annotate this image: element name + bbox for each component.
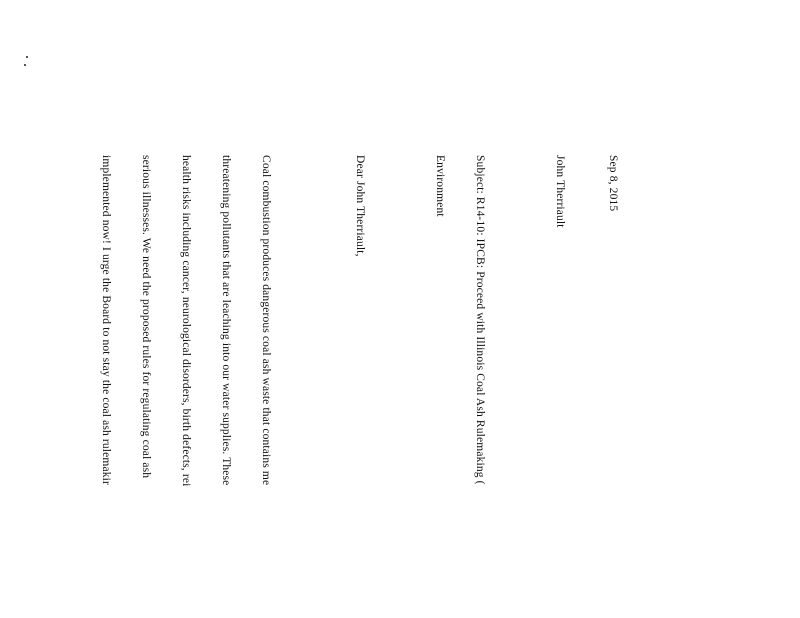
letter-salutation: Dear John Therriault, xyxy=(353,155,366,257)
letter-date: Sep 8, 2015 xyxy=(607,155,620,212)
scan-speck xyxy=(26,56,28,58)
letter-paragraph: Coal combustion produces dangerous coal ash waste that contains me threatening pollutants that are leaching into our water supplies. These health risks including cancer, neurological disorders, birth defects, rei serious illnesses. We need the proposed rules for regulating coal ash implemented now! I urge the Board to not stay the coal ash rulemakir xyxy=(99,155,273,487)
letter-subject xyxy=(406,155,513,618)
rotated-letter xyxy=(0,155,646,618)
letter-paragraph xyxy=(0,155,18,618)
scan-speck xyxy=(24,64,26,66)
subject-line: Subject: R14-10: IPCB: Proceed with Illinois Coal Ash Rulemaking ( xyxy=(473,155,486,485)
subject-line: Environment xyxy=(433,155,446,217)
letter-recipient: John Therriault xyxy=(553,155,566,228)
